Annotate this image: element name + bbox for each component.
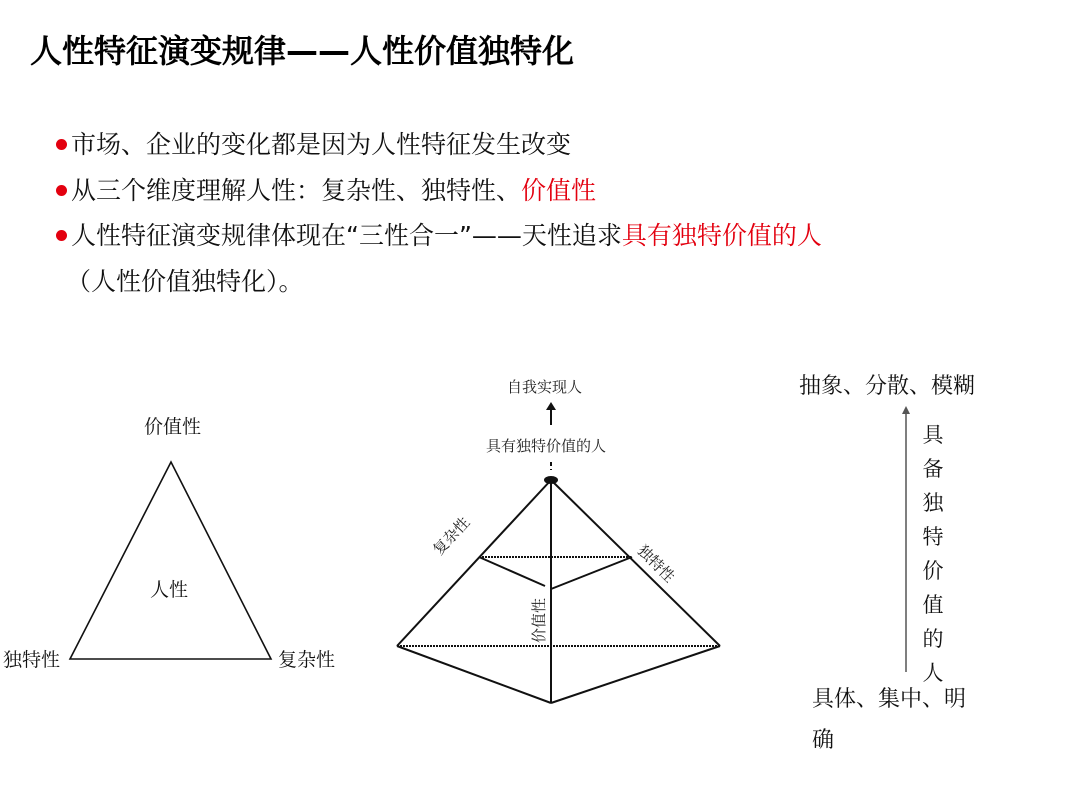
pyramid-left-edge-label: 复杂性 [429,513,474,559]
axis-arrow-head-icon [902,406,910,414]
axis-top-label: 抽象、分散、模糊 [799,374,976,399]
bullet-text: 市场、企业的变化都是因为人性特征发生改变 [71,130,572,159]
axis-vertical-label [921,418,945,690]
bullet-highlight: 具有独特价值的人 [621,221,822,250]
triangle-bottom-right-label: 复杂性 [278,649,336,671]
triangle-bottom-left-label: 独特性 [3,649,61,671]
page-title: 人性特征演变规律——人性价值独特化 [30,32,575,70]
axis-bottom-label-line1: 具体、集中、明 [812,687,967,712]
bullet-continuation: （人性价值独特化）。 [66,267,304,296]
pyramid-shape [397,480,720,703]
vertical-char: 值 [922,593,944,617]
pyramid-top-label: 自我实现人 [507,378,583,396]
vertical-char: 具 [922,423,944,447]
arrow-head-icon [546,402,556,410]
bullet-text: 从三个维度理解人性：复杂性、独特性、 [71,176,522,205]
vertical-char: 独 [922,491,944,515]
pyramid-apex-label: 具有独特价值的人 [486,437,607,455]
triangle-top-label: 价值性 [144,416,202,438]
apex-dot-icon [544,476,558,484]
pyramid-right-edge-label: 独特性 [633,541,679,586]
vertical-char: 的 [922,627,944,651]
triangle-shape [70,462,271,659]
triangle-center-label: 人性 [150,579,189,601]
vertical-char: 特 [922,525,944,549]
bullet-text: 人性特征演变规律体现在“三性合一”——天性追求 [71,221,622,250]
bullet-highlight: 价值性 [521,176,597,205]
vertical-char: 价 [922,559,944,583]
vertical-char: 人 [922,661,944,685]
vertical-char: 备 [922,457,944,481]
pyramid-center-axis-label: 价值性 [530,597,548,643]
axis-bottom-label-line2: 确 [812,728,835,753]
